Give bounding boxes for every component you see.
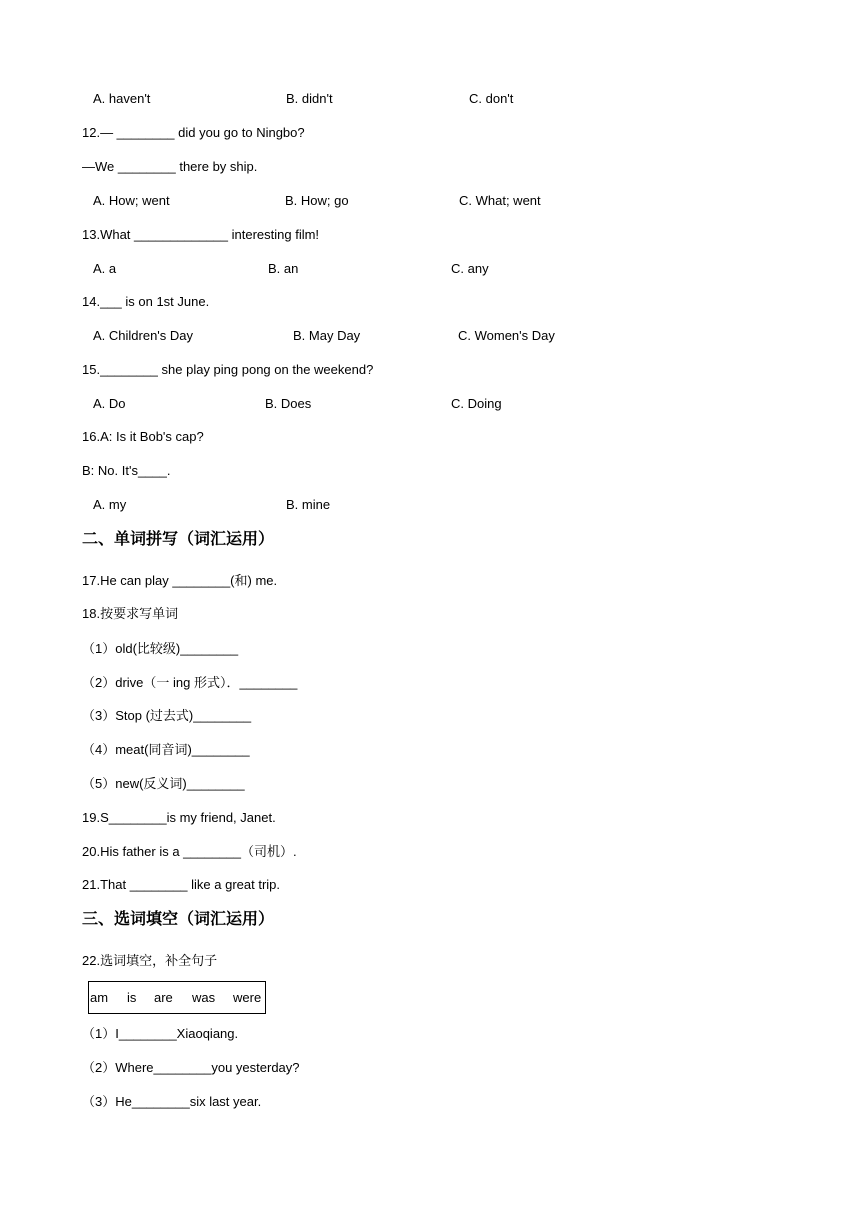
q14-stem: 14.___ is on 1st June. — [82, 294, 210, 309]
q22-item-2: （2）Where________you yesterday? — [82, 1060, 300, 1075]
q13-stem: 13.What _____________ interesting film! — [82, 227, 320, 242]
word-bank-word: was — [192, 990, 216, 1005]
q16-option-a: A. my — [93, 497, 127, 512]
q18-item-5: （5）new(反义词)________ — [82, 776, 245, 791]
q19: 19.S________is my friend, Janet. — [82, 810, 276, 825]
q12-option-c: C. What; went — [459, 193, 541, 208]
q12-stem: 12.— ________ did you go to Ningbo? — [82, 125, 305, 140]
q12-option-b: B. How; go — [285, 193, 349, 208]
q13-option-a: A. a — [93, 261, 117, 276]
q11-option-c: C. don't — [469, 91, 514, 106]
word-bank-word: were — [233, 990, 262, 1005]
q11-option-b: B. didn't — [286, 91, 333, 106]
q15-stem: 15.________ she play ping pong on the weekend? — [82, 362, 374, 377]
q12-option-a: A. How; went — [93, 193, 170, 208]
word-bank-word: are — [154, 990, 173, 1005]
q20: 20.His father is a ________（司机）. — [82, 844, 297, 859]
q17: 17.He can play ________(和) me. — [82, 573, 278, 588]
section-3-heading: 三、选词填空（词汇运用） — [82, 909, 275, 928]
q18-item-3: （3）Stop (过去式)________ — [82, 708, 252, 723]
q22-item-3: （3）He________six last year. — [82, 1094, 262, 1109]
q16-option-b: B. mine — [286, 497, 331, 512]
q15-option-c: C. Doing — [451, 396, 502, 411]
q18-item-1: （1）old(比较级)________ — [82, 641, 239, 656]
q11-option-a: A. haven't — [93, 91, 151, 106]
q14-option-a: A. Children's Day — [93, 328, 194, 343]
q16-stem: 16.A: Is it Bob's cap? — [82, 429, 204, 444]
q18-stem: 18.按要求写单词 — [82, 606, 179, 621]
q22-item-1: （1）I________Xiaoqiang. — [82, 1026, 239, 1041]
word-bank-word: am — [90, 990, 109, 1005]
q13-option-b: B. an — [268, 261, 299, 276]
q12-response: —We ________ there by ship. — [82, 159, 258, 174]
q14-option-b: B. May Day — [293, 328, 361, 343]
word-bank-box — [88, 981, 266, 1014]
q16-response: B: No. It's____. — [82, 463, 171, 478]
q22-stem: 22.选词填空，补全句子 — [82, 953, 218, 968]
q15-option-b: B. Does — [265, 396, 312, 411]
word-bank-word: is — [127, 990, 137, 1005]
q15-option-a: A. Do — [93, 396, 126, 411]
q18-item-2: （2）drive（一 ing 形式）．________ — [82, 675, 298, 690]
q18-item-4: （4）meat(同音词)________ — [82, 742, 250, 757]
q21: 21.That ________ like a great trip. — [82, 877, 281, 892]
q13-option-c: C. any — [451, 261, 489, 276]
section-2-heading: 二、单词拼写（词汇运用） — [82, 529, 275, 548]
q14-option-c: C. Women's Day — [458, 328, 555, 343]
